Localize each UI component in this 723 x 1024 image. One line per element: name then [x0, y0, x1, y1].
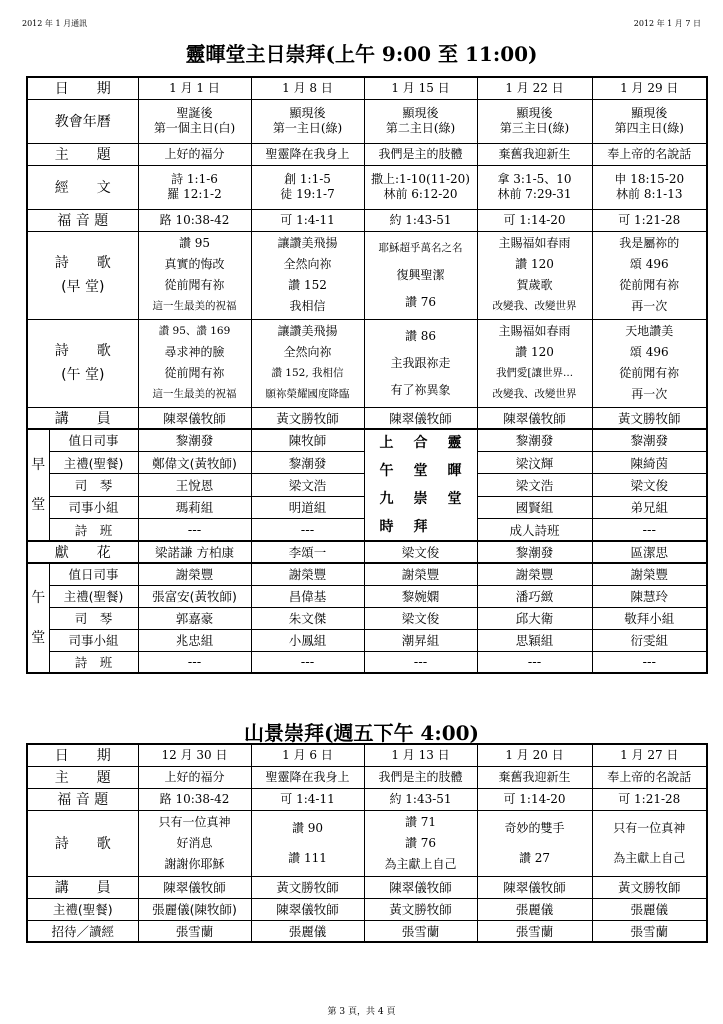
theme-cell: 棄舊我迎新生: [477, 766, 592, 788]
table-row: [27, 920, 707, 942]
cell-line: 早: [31, 457, 46, 473]
gospel-cell: 路 10:38-42: [138, 209, 251, 231]
calendar-cell: [592, 99, 707, 143]
scripture-cell: [138, 165, 251, 209]
early-duty-cell: 梁文浩: [251, 474, 364, 496]
late-duty-cell: 潘巧緻: [477, 585, 592, 607]
flowers-cell: 區潔思: [592, 541, 707, 563]
calendar-cell: [138, 99, 251, 143]
cell-line: 主我跟祢走: [390, 355, 451, 370]
early-duty-cell: 陳綺茵: [592, 451, 707, 473]
row-label: 福 音 題: [27, 788, 138, 810]
role-label: 司事小組: [49, 496, 138, 518]
row-label: 詩 歌: [27, 810, 138, 876]
early-duty-cell: 明道組: [251, 496, 364, 518]
late-duty-cell: ---: [364, 651, 477, 673]
preacher-cell: 陳翠儀牧師: [138, 876, 251, 898]
cell-line: 第三主日(綠): [499, 121, 570, 135]
theme-cell: 我們是主的肢體: [364, 143, 477, 165]
table-row: [27, 429, 707, 451]
table-row: [27, 231, 707, 319]
cell-line: 詩 歌: [54, 255, 111, 271]
cell-line: 只有一位真神: [158, 814, 231, 829]
theme-cell: 奉上帝的名說話: [592, 766, 707, 788]
cell-line: 尋求神的臉: [164, 345, 225, 359]
theme-cell: 聖靈降在我身上: [251, 766, 364, 788]
joint-char: 拜: [413, 519, 428, 535]
usher-cell: 張麗儀: [251, 920, 364, 942]
joint-char: 合: [413, 435, 428, 451]
table-row: [27, 607, 707, 629]
role-label: 詩 班: [49, 651, 138, 673]
cell-line: 讚 152: [288, 278, 327, 292]
table-row: [27, 651, 707, 673]
theme-cell: 奉上帝的名說話: [592, 143, 707, 165]
late-duty-cell: 黎婉嫻: [364, 585, 477, 607]
cell-line: 讚 27: [518, 851, 551, 865]
early-side-label: [27, 429, 49, 541]
cell-line: 拿 3:1-5、10: [497, 172, 572, 186]
row-label: 獻 花: [27, 541, 138, 563]
late-duty-cell: 昌偉基: [251, 585, 364, 607]
late-duty-cell: ---: [251, 651, 364, 673]
cell-line: 林前 6:12-20: [383, 187, 458, 201]
joint-char: 崇: [413, 491, 428, 507]
hymn-early-cell: [138, 231, 251, 319]
table-row: [27, 209, 707, 231]
preacher-cell: 陳翠儀牧師: [477, 407, 592, 429]
cell-line: 創 1:1-5: [284, 172, 331, 186]
cell-line: 全然向祢: [283, 257, 332, 271]
cell-line: (午 堂): [61, 367, 105, 383]
cell-line: 第四主日(綠): [614, 121, 684, 135]
cell-line: 謝謝你耶穌: [164, 856, 225, 871]
row-label: 經 文: [27, 165, 138, 209]
cell-line: 為主獻上自己: [613, 851, 686, 865]
cell-line: 真實的悔改: [164, 257, 225, 271]
early-duty-cell: ---: [251, 519, 364, 541]
cell-line: (早 堂): [61, 279, 105, 295]
late-duty-cell: 張富安(黃牧師): [138, 585, 251, 607]
calendar-cell: [477, 99, 592, 143]
late-duty-cell: 邱大衛: [477, 607, 592, 629]
early-duty-cell: 梁汶輝: [477, 451, 592, 473]
gospel-cell: 可 1:4-11: [251, 209, 364, 231]
cell-line: 讚 86: [404, 328, 437, 343]
cell-line: 賀歲歌: [516, 278, 553, 292]
early-duty-cell: ---: [592, 519, 707, 541]
cell-line: 好消息: [176, 835, 213, 850]
table-row: [27, 407, 707, 429]
hymn-early-cell: [592, 231, 707, 319]
cell-line: 讚 76: [404, 294, 437, 309]
gospel-cell: 可 1:14-20: [477, 209, 592, 231]
row-label: 福 音 題: [27, 209, 138, 231]
table-row: [27, 788, 707, 810]
late-side-label: [27, 563, 49, 673]
early-duty-cell: 王悅恩: [138, 474, 251, 496]
hymn-cell: [364, 810, 477, 876]
late-duty-cell: ---: [138, 651, 251, 673]
late-duty-cell: 敬拜小組: [592, 607, 707, 629]
cell-line: 主賜福如春雨: [498, 236, 571, 250]
theme-cell: 棄舊我迎新生: [477, 143, 592, 165]
cell-line: 全然向祢: [283, 345, 332, 359]
usher-cell: 張雪蘭: [477, 920, 592, 942]
row-label: 講 員: [27, 407, 138, 429]
preacher-cell: 黃文勝牧師: [251, 407, 364, 429]
cell-line: 從前聞有祢: [164, 366, 225, 380]
cell-line: 羅 12:1-2: [167, 187, 222, 201]
cell-line: 第二主日(綠): [385, 121, 456, 135]
cell-line: 詩 歌: [54, 343, 111, 359]
role-label: 值日司事: [49, 563, 138, 585]
date-cell: 1 月 27 日: [592, 744, 707, 766]
date-cell: 1 月 13 日: [364, 744, 477, 766]
row-label: 主 題: [27, 766, 138, 788]
hymn-late-label: [27, 319, 138, 407]
cell-line: 讚 90: [291, 821, 324, 835]
cell-line: 改變我、改變世界: [492, 300, 577, 312]
gospel-cell: 可 1:4-11: [251, 788, 364, 810]
late-duty-cell: 謝榮豐: [251, 563, 364, 585]
row-label: 主 題: [27, 143, 138, 165]
cell-line: 從前聞有祢: [164, 278, 225, 292]
cell-line: 讚 95、讚 169: [158, 325, 231, 337]
officiant-cell: 黃文勝牧師: [364, 898, 477, 920]
hymn-cell: [592, 810, 707, 876]
preacher-cell: 陳翠儀牧師: [364, 876, 477, 898]
cell-line: 讚 76: [404, 835, 437, 850]
early-duty-cell: 國賢組: [477, 496, 592, 518]
cell-line: 耶穌超乎萬名之名: [378, 241, 463, 254]
date-cell: 12 月 30 日: [138, 744, 251, 766]
cell-line: 詩 1:1-6: [171, 172, 218, 186]
late-duty-cell: 潮昇組: [364, 629, 477, 651]
table-row: [27, 319, 707, 407]
mountain-service-title: 山景崇拜(週五下午 4:00): [243, 721, 480, 745]
cell-line: 顯現後: [631, 106, 668, 120]
cell-line: 聖誕後: [176, 106, 213, 120]
theme-cell: 上好的福分: [138, 766, 251, 788]
early-duty-cell: 梁文俊: [592, 474, 707, 496]
officiant-cell: 陳翠儀牧師: [251, 898, 364, 920]
joint-char: 時: [379, 519, 394, 535]
date-cell: 1 月 29 日: [592, 77, 707, 99]
cell-line: 主賜福如春雨: [498, 324, 571, 338]
usher-cell: 張雪蘭: [592, 920, 707, 942]
early-duty-cell: 鄭偉文(黃牧師): [138, 451, 251, 473]
cell-line: 第一主日(綠): [272, 121, 343, 135]
early-duty-cell: 梁文浩: [477, 474, 592, 496]
scripture-cell: [364, 165, 477, 209]
cell-line: 這一生最美的祝福: [152, 300, 237, 312]
usher-cell: 張雪蘭: [364, 920, 477, 942]
joint-char: 堂: [413, 463, 428, 479]
cell-line: 復興聖潔: [396, 267, 445, 282]
table-row: [27, 629, 707, 651]
cell-line: 林前 8:1-13: [616, 187, 683, 201]
role-label: 主禮(聖餐): [49, 451, 138, 473]
joint-service-note: [364, 429, 477, 541]
hymn-early-cell: [251, 231, 364, 319]
gospel-cell: 約 1:43-51: [364, 788, 477, 810]
cell-line: 我是屬祢的: [619, 236, 680, 250]
table-row: [27, 810, 707, 876]
gospel-cell: 可 1:21-28: [592, 209, 707, 231]
cell-line: 堂: [31, 497, 46, 513]
joint-char: 暉: [447, 463, 462, 479]
preacher-cell: 陳翠儀牧師: [364, 407, 477, 429]
flowers-cell: 黎潮發: [477, 541, 592, 563]
joint-char: 靈: [447, 435, 462, 451]
role-label: 司事小組: [49, 629, 138, 651]
cell-line: 第一個主日(白): [153, 121, 236, 135]
cell-line: 撒上:1-10(11-20): [371, 172, 470, 186]
main-service-table: [26, 76, 708, 674]
cell-line: 有了祢異象: [390, 382, 451, 397]
joint-char: 九: [379, 491, 394, 507]
early-duty-cell: 弟兄組: [592, 496, 707, 518]
late-duty-cell: 陳慧玲: [592, 585, 707, 607]
calendar-cell: [364, 99, 477, 143]
joint-char: 上: [379, 435, 394, 451]
late-duty-cell: ---: [477, 651, 592, 673]
hymn-early-cell: [364, 231, 477, 319]
gospel-cell: 可 1:21-28: [592, 788, 707, 810]
preacher-cell: 黃文勝牧師: [592, 407, 707, 429]
hymn-cell: [477, 810, 592, 876]
cell-line: 堂: [31, 630, 46, 646]
officiant-cell: 張麗儀: [477, 898, 592, 920]
cell-line: 天地讚美: [625, 324, 674, 338]
late-duty-cell: 梁文俊: [364, 607, 477, 629]
late-duty-cell: 謝榮豐: [138, 563, 251, 585]
cell-line: 這一生最美的祝福: [152, 388, 237, 400]
cell-line: 讚 152, 我相信: [271, 367, 344, 379]
cell-line: 讓讚美飛揚: [277, 324, 338, 338]
calendar-cell: [251, 99, 364, 143]
cell-line: 申 18:15-20: [614, 172, 685, 186]
cell-line: 頌 496: [629, 257, 669, 271]
table-row: [27, 876, 707, 898]
flowers-cell: 李頌一: [251, 541, 364, 563]
table-row: [27, 898, 707, 920]
table-row: [27, 99, 707, 143]
role-label: 主禮(聖餐): [49, 585, 138, 607]
early-duty-cell: 黎潮發: [592, 429, 707, 451]
preacher-cell: 陳翠儀牧師: [138, 407, 251, 429]
scripture-cell: [477, 165, 592, 209]
date-cell: 1 月 22 日: [477, 77, 592, 99]
row-label: 招待／讀經: [27, 920, 138, 942]
cell-line: 再一次: [631, 387, 668, 401]
cell-line: 讚 120: [515, 345, 554, 359]
early-duty-cell: 陳牧師: [251, 429, 364, 451]
role-label: 詩 班: [49, 519, 138, 541]
theme-cell: 我們是主的肢體: [364, 766, 477, 788]
hymn-cell: [251, 810, 364, 876]
late-duty-cell: 謝榮豐: [477, 563, 592, 585]
late-duty-cell: 郭嘉豪: [138, 607, 251, 629]
cell-line: 改變我、改變世界: [492, 388, 577, 400]
table-row: [27, 143, 707, 165]
date-cell: 1 月 1 日: [138, 77, 251, 99]
table-row: [27, 585, 707, 607]
hymn-late-cell: [477, 319, 592, 407]
cell-line: 我們愛[讓世界...: [495, 367, 574, 379]
early-duty-cell: 黎潮發: [251, 451, 364, 473]
gospel-cell: 可 1:14-20: [477, 788, 592, 810]
cell-line: 願祢榮耀國度降臨: [265, 388, 350, 400]
hymn-late-cell: [251, 319, 364, 407]
hymn-cell: [138, 810, 251, 876]
cell-line: 從前聞有祢: [619, 366, 680, 380]
date-cell: 1 月 20 日: [477, 744, 592, 766]
row-label: 主禮(聖餐): [27, 898, 138, 920]
officiant-cell: 張麗儀(陳牧師): [138, 898, 251, 920]
row-label: 日 期: [27, 744, 138, 766]
late-duty-cell: 小鳳組: [251, 629, 364, 651]
cell-line: 顯現後: [516, 106, 553, 120]
late-duty-cell: 謝榮豐: [364, 563, 477, 585]
scripture-cell: [251, 165, 364, 209]
late-duty-cell: 衍雯組: [592, 629, 707, 651]
cell-line: 再一次: [631, 299, 668, 313]
cell-line: 讚 120: [515, 257, 554, 271]
cell-line: 我相信: [289, 299, 326, 313]
table-row: [27, 165, 707, 209]
joint-grid: [366, 430, 476, 540]
late-duty-cell: 謝榮豐: [592, 563, 707, 585]
hymn-late-cell: [592, 319, 707, 407]
late-duty-cell: 兆忠組: [138, 629, 251, 651]
joint-char: 午: [379, 463, 394, 479]
cell-line: 徒 19:1-7: [280, 187, 335, 201]
theme-cell: 上好的福分: [138, 143, 251, 165]
table-row: [27, 766, 707, 788]
role-label: 值日司事: [49, 429, 138, 451]
table-row: [27, 77, 707, 99]
page-footer: 第 3 頁，共 4 頁: [327, 1007, 396, 1017]
cell-line: 奇妙的雙手: [504, 821, 565, 835]
cell-line: 午: [31, 590, 46, 606]
header-left: 2012 年 1 月通訊: [22, 19, 88, 28]
role-label: 司 琴: [49, 607, 138, 629]
early-duty-cell: ---: [138, 519, 251, 541]
hymn-late-cell: [138, 319, 251, 407]
late-duty-cell: 朱文傑: [251, 607, 364, 629]
early-duty-cell: 黎潮發: [477, 429, 592, 451]
role-label: 司 琴: [49, 474, 138, 496]
cell-line: 讚 111: [288, 851, 327, 865]
table-row: [27, 541, 707, 563]
cell-line: 頌 496: [629, 345, 669, 359]
flowers-cell: 梁文俊: [364, 541, 477, 563]
table-row: [27, 563, 707, 585]
row-label: 日 期: [27, 77, 138, 99]
preacher-cell: 黃文勝牧師: [592, 876, 707, 898]
date-cell: 1 月 15 日: [364, 77, 477, 99]
preacher-cell: 黃文勝牧師: [251, 876, 364, 898]
table-row: [27, 744, 707, 766]
early-duty-cell: 黎潮發: [138, 429, 251, 451]
cell-line: 顯現後: [402, 106, 439, 120]
cell-line: 林前 7:29-31: [497, 187, 572, 201]
date-cell: 1 月 8 日: [251, 77, 364, 99]
date-cell: 1 月 6 日: [251, 744, 364, 766]
mountain-service-table: [26, 743, 708, 943]
cell-line: 為主獻上自己: [384, 856, 457, 871]
cell-line: 只有一位真神: [613, 821, 686, 835]
cell-line: 讚 71: [404, 814, 437, 829]
hymn-early-label: [27, 231, 138, 319]
cell-line: 顯現後: [289, 106, 326, 120]
main-service-title: 靈暉堂主日崇拜(上午 9:00 至 11:00): [185, 42, 538, 66]
scripture-cell: [592, 165, 707, 209]
late-duty-cell: ---: [592, 651, 707, 673]
header-right: 2012 年 1 月 7 日: [633, 19, 701, 28]
early-duty-cell: 瑪莉組: [138, 496, 251, 518]
late-duty-cell: 思穎組: [477, 629, 592, 651]
hymn-early-cell: [477, 231, 592, 319]
cell-line: 從前聞有祢: [619, 278, 680, 292]
preacher-cell: 陳翠儀牧師: [477, 876, 592, 898]
theme-cell: 聖靈降在我身上: [251, 143, 364, 165]
usher-cell: 張雪蘭: [138, 920, 251, 942]
officiant-cell: 張麗儀: [592, 898, 707, 920]
row-label: 教會年曆: [27, 99, 138, 143]
early-duty-cell: 成人詩班: [477, 519, 592, 541]
hymn-late-cell: [364, 319, 477, 407]
cell-line: 讚 95: [178, 236, 211, 250]
row-label: 講 員: [27, 876, 138, 898]
cell-line: 讓讚美飛揚: [277, 236, 338, 250]
joint-char: 堂: [447, 491, 462, 507]
flowers-cell: 梁諾謙 方柏康: [138, 541, 251, 563]
gospel-cell: 約 1:43-51: [364, 209, 477, 231]
gospel-cell: 路 10:38-42: [138, 788, 251, 810]
